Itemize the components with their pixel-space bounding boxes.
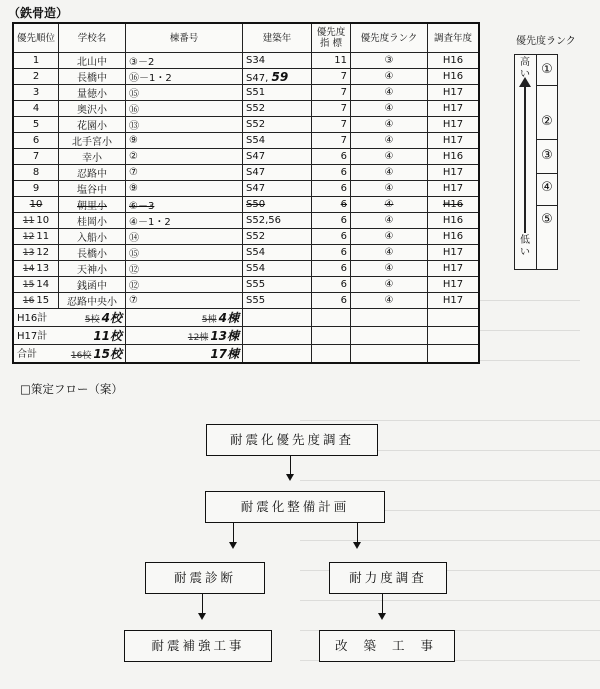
cell-school: 長橋小 xyxy=(59,245,126,261)
cell-survey-year: H16 xyxy=(428,69,480,85)
cell-priority-rank: ④ xyxy=(351,85,428,101)
cell-survey-year: H16 xyxy=(428,197,480,213)
cell-building: ⑯ xyxy=(126,101,243,117)
empty-cell xyxy=(351,327,428,345)
sum-label-cell: H17計 11校 xyxy=(13,327,126,345)
cell-survey-year: H16 xyxy=(428,149,480,165)
cell-priority-rank: ④ xyxy=(351,197,428,213)
cell-rank: 9 xyxy=(13,181,59,197)
cell-index: 6 xyxy=(312,229,351,245)
header-year: 建築年 xyxy=(243,23,312,53)
cell-rank: 4 xyxy=(13,101,59,117)
cell-index: 7 xyxy=(312,69,351,85)
arrow-down-icon xyxy=(353,542,361,549)
legend-separator xyxy=(537,85,557,86)
sum-buildings-cell: 12棟 13棟 xyxy=(126,327,243,345)
cell-building: ⑭ xyxy=(126,229,243,245)
cell-index: 7 xyxy=(312,117,351,133)
cell-school: 花園小 xyxy=(59,117,126,133)
cell-survey-year: H17 xyxy=(428,181,480,197)
cell-year: S51 xyxy=(243,85,312,101)
cell-building: ⑦ xyxy=(126,165,243,181)
cell-priority-rank: ④ xyxy=(351,229,428,245)
cell-building: ⑥－3 xyxy=(126,197,243,213)
cell-year: S47, 59 xyxy=(243,69,312,85)
cell-index: 6 xyxy=(312,181,351,197)
priority-rank-legend xyxy=(514,54,558,270)
rank-4: ④ xyxy=(541,180,553,195)
cell-rank: 13 12 xyxy=(13,245,59,261)
cell-school: 天神小 xyxy=(59,261,126,277)
cell-building: ④－1・2 xyxy=(126,213,243,229)
cell-year: S52 xyxy=(243,229,312,245)
summary-row xyxy=(13,327,479,345)
cell-school: 北山中 xyxy=(59,53,126,69)
cell-priority-rank: ④ xyxy=(351,277,428,293)
rank-5: ⑤ xyxy=(541,212,553,227)
arrow-down-icon xyxy=(198,613,206,620)
table-row xyxy=(13,229,479,245)
empty-cell xyxy=(428,309,480,327)
empty-cell xyxy=(428,327,480,345)
cell-index: 6 xyxy=(312,293,351,309)
cell-rank: 5 xyxy=(13,117,59,133)
cell-school: 塩谷中 xyxy=(59,181,126,197)
rank-2: ② xyxy=(541,114,553,129)
cell-priority-rank: ④ xyxy=(351,101,428,117)
sum-label-cell: H16計 5校 4校 xyxy=(13,309,126,327)
cell-building: ② xyxy=(126,149,243,165)
cell-index: 11 xyxy=(312,53,351,69)
flow-box-capacity-survey: 耐力度調査 xyxy=(329,562,447,594)
cell-survey-year: H17 xyxy=(428,85,480,101)
table-row xyxy=(13,213,479,229)
summary-row xyxy=(13,309,479,327)
empty-cell xyxy=(312,345,351,364)
cell-year: S34 xyxy=(243,53,312,69)
cell-school: 忍路中央小 xyxy=(59,293,126,309)
table-row xyxy=(13,101,479,117)
cell-school: 北手宮小 xyxy=(59,133,126,149)
priority-table xyxy=(12,22,480,364)
cell-rank: 10 xyxy=(13,197,59,213)
cell-rank: 1 xyxy=(13,53,59,69)
legend-separator xyxy=(537,139,557,140)
cell-index: 6 xyxy=(312,165,351,181)
summary-row xyxy=(13,345,479,364)
cell-rank: 8 xyxy=(13,165,59,181)
cell-year: S55 xyxy=(243,293,312,309)
sum-label-cell: 合計 16校 15校 xyxy=(13,345,126,364)
cell-rank: 3 xyxy=(13,85,59,101)
cell-priority-rank: ④ xyxy=(351,181,428,197)
cell-priority-rank: ③ xyxy=(351,53,428,69)
empty-cell xyxy=(428,345,480,364)
table-row xyxy=(13,165,479,181)
cell-school: 銭函中 xyxy=(59,277,126,293)
cell-school: 幸小 xyxy=(59,149,126,165)
empty-cell xyxy=(351,309,428,327)
cell-year: S52 xyxy=(243,117,312,133)
cell-school: 奥沢小 xyxy=(59,101,126,117)
table-row xyxy=(13,117,479,133)
table-row xyxy=(13,277,479,293)
cell-year: S54 xyxy=(243,133,312,149)
cell-survey-year: H17 xyxy=(428,133,480,149)
header-rank: 優先順位 xyxy=(13,23,59,53)
cell-rank: 11 10 xyxy=(13,213,59,229)
cell-building: ⑨ xyxy=(126,133,243,149)
table-row xyxy=(13,181,479,197)
flow-box-improvement-plan: 耐震化整備計画 xyxy=(205,491,385,523)
cell-survey-year: H17 xyxy=(428,101,480,117)
cell-year: S47 xyxy=(243,165,312,181)
cell-index: 7 xyxy=(312,101,351,117)
arrow-down-icon xyxy=(229,542,237,549)
cell-index: 6 xyxy=(312,261,351,277)
sum-buildings-cell: 17棟 xyxy=(126,345,243,364)
header-survey-year: 調査年度 xyxy=(428,23,480,53)
cell-building: ③－2 xyxy=(126,53,243,69)
sum-buildings-cell: 5棟 4棟 xyxy=(126,309,243,327)
table-row xyxy=(13,85,479,101)
cell-rank: 16 15 xyxy=(13,293,59,309)
table-row xyxy=(13,293,479,309)
cell-school: 長橋中 xyxy=(59,69,126,85)
flow-box-rebuild-work: 改 築 工 事 xyxy=(319,630,455,662)
table-row xyxy=(13,53,479,69)
cell-survey-year: H17 xyxy=(428,293,480,309)
cell-survey-year: H16 xyxy=(428,229,480,245)
cell-year: S52 xyxy=(243,101,312,117)
empty-cell xyxy=(243,327,312,345)
cell-year: S54 xyxy=(243,261,312,277)
cell-school: 桂岡小 xyxy=(59,213,126,229)
cell-survey-year: H16 xyxy=(428,213,480,229)
cell-building: ⑯－1・2 xyxy=(126,69,243,85)
rank-3: ③ xyxy=(541,148,553,163)
cell-priority-rank: ④ xyxy=(351,261,428,277)
table-row xyxy=(13,69,479,85)
empty-cell xyxy=(243,309,312,327)
cell-index: 7 xyxy=(312,85,351,101)
empty-cell xyxy=(312,309,351,327)
cell-index: 6 xyxy=(312,149,351,165)
table-row xyxy=(13,197,479,213)
header-building: 棟番号 xyxy=(126,23,243,53)
cell-year: S55 xyxy=(243,277,312,293)
cell-survey-year: H16 xyxy=(428,53,480,69)
cell-year: S47 xyxy=(243,181,312,197)
cell-index: 6 xyxy=(312,277,351,293)
cell-year: S52,56 xyxy=(243,213,312,229)
cell-building: ⑮ xyxy=(126,245,243,261)
cell-school: 入船小 xyxy=(59,229,126,245)
cell-year: S54 xyxy=(243,245,312,261)
high-label: 高い xyxy=(520,57,530,80)
cell-rank: 15 14 xyxy=(13,277,59,293)
cell-priority-rank: ④ xyxy=(351,69,428,85)
cell-building: ⑫ xyxy=(126,277,243,293)
rank-1: ① xyxy=(541,62,553,77)
cell-building: ⑮ xyxy=(126,85,243,101)
cell-year: S50 xyxy=(243,197,312,213)
header-index: 優先度 指 標 xyxy=(312,23,351,53)
cell-year: S47 xyxy=(243,149,312,165)
header-school: 学校名 xyxy=(59,23,126,53)
cell-rank: 12 11 xyxy=(13,229,59,245)
cell-index: 6 xyxy=(312,245,351,261)
cell-school: 朝里小 xyxy=(59,197,126,213)
cell-priority-rank: ④ xyxy=(351,117,428,133)
cell-priority-rank: ④ xyxy=(351,133,428,149)
cell-building: ⑬ xyxy=(126,117,243,133)
cell-priority-rank: ④ xyxy=(351,245,428,261)
arrow-down-icon xyxy=(378,613,386,620)
cell-school: 量徳小 xyxy=(59,85,126,101)
low-label: 低い xyxy=(520,235,530,258)
empty-cell xyxy=(243,345,312,364)
cell-building: ⑦ xyxy=(126,293,243,309)
cell-survey-year: H17 xyxy=(428,261,480,277)
cell-survey-year: H17 xyxy=(428,165,480,181)
cell-survey-year: H17 xyxy=(428,245,480,261)
priority-rank-title: 優先度ランク xyxy=(516,36,576,47)
header-priority-rank: 優先度ランク xyxy=(351,23,428,53)
flow-box-reinforcement-work: 耐震補強工事 xyxy=(124,630,272,662)
flow-title: □策定フロー（案） xyxy=(20,382,123,396)
cell-index: 6 xyxy=(312,213,351,229)
cell-building: ⑫ xyxy=(126,261,243,277)
arrow-down-icon xyxy=(286,474,294,481)
empty-cell xyxy=(351,345,428,364)
table-row xyxy=(13,133,479,149)
table-header-row xyxy=(13,23,479,53)
cell-rank: 6 xyxy=(13,133,59,149)
table-row xyxy=(13,245,479,261)
empty-cell xyxy=(312,327,351,345)
flow-box-priority-survey: 耐震化優先度調査 xyxy=(206,424,378,456)
cell-survey-year: H17 xyxy=(428,117,480,133)
cell-priority-rank: ④ xyxy=(351,149,428,165)
flow-box-seismic-diagnosis: 耐震診断 xyxy=(145,562,265,594)
cell-index: 7 xyxy=(312,133,351,149)
arrow-shaft xyxy=(524,85,526,233)
cell-index: 6 xyxy=(312,197,351,213)
cell-priority-rank: ④ xyxy=(351,293,428,309)
section-heading: （鉄骨造） xyxy=(8,6,69,20)
cell-priority-rank: ④ xyxy=(351,213,428,229)
cell-building: ⑨ xyxy=(126,181,243,197)
table-row xyxy=(13,149,479,165)
cell-priority-rank: ④ xyxy=(351,165,428,181)
table-row xyxy=(13,261,479,277)
cell-rank: 7 xyxy=(13,149,59,165)
cell-survey-year: H17 xyxy=(428,277,480,293)
cell-rank: 2 xyxy=(13,69,59,85)
cell-rank: 14 13 xyxy=(13,261,59,277)
cell-school: 忍路中 xyxy=(59,165,126,181)
